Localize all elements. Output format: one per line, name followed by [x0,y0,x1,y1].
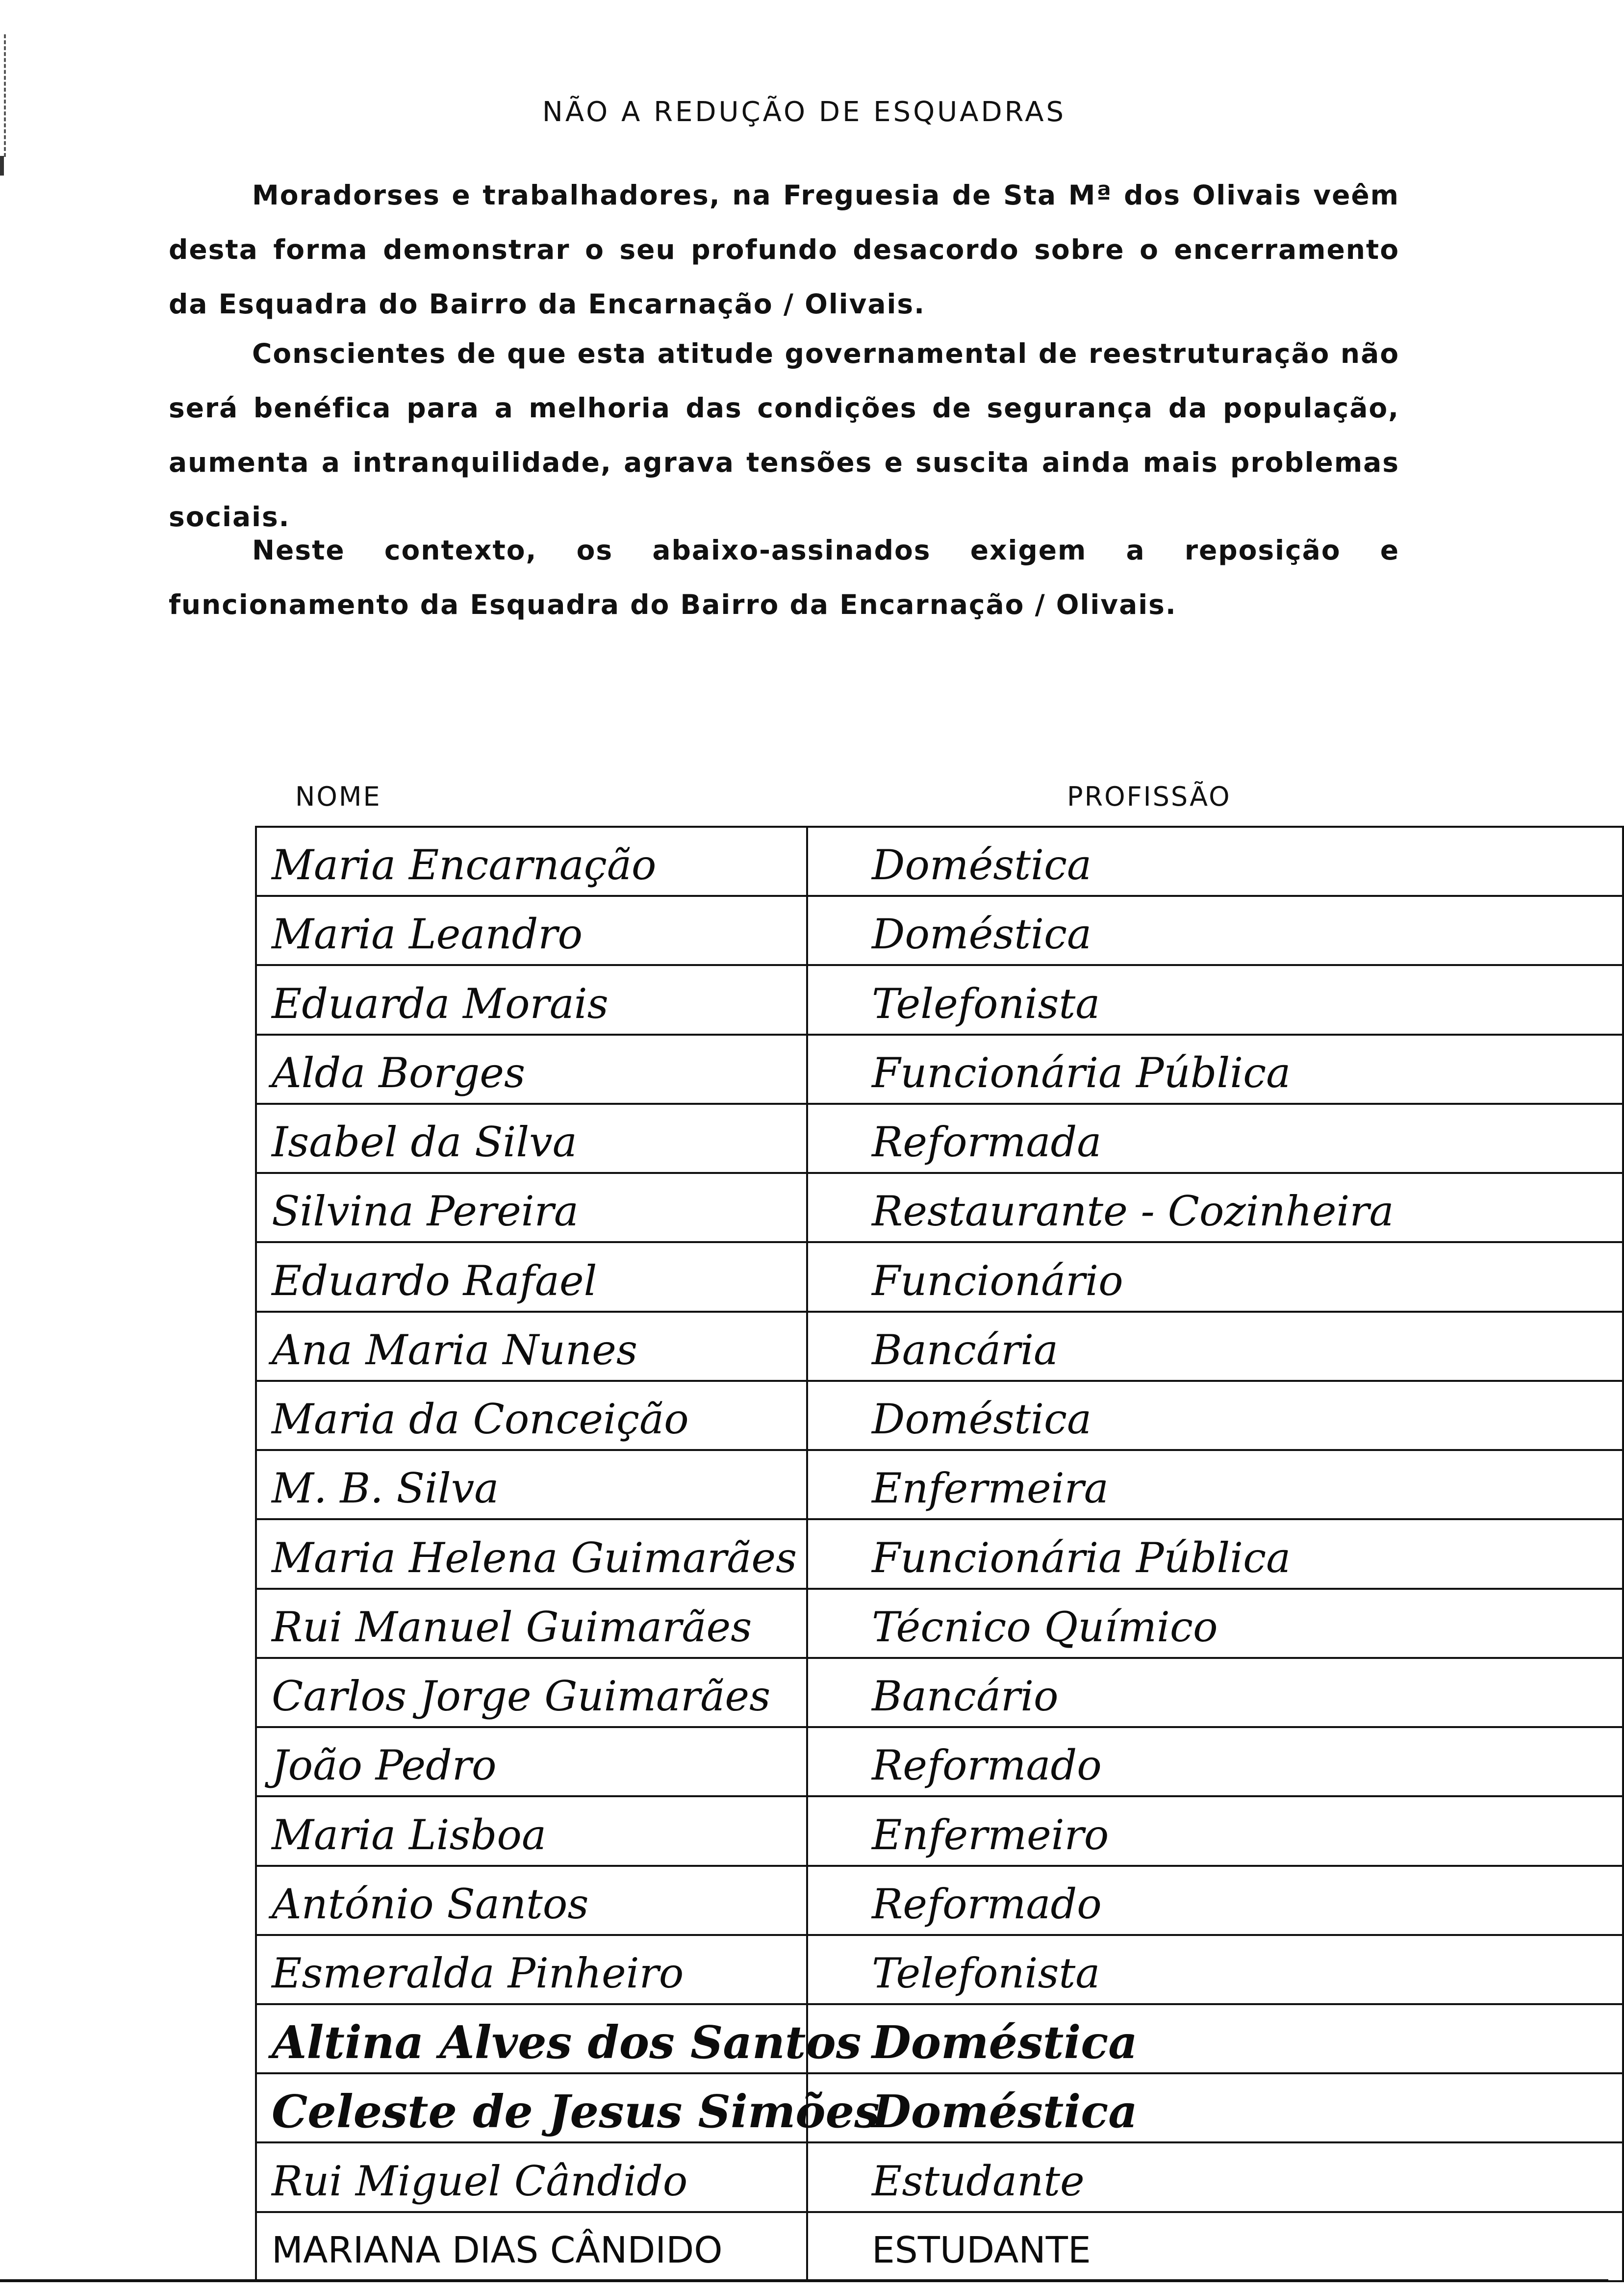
signature-name: Eduarda Morais [256,965,807,1034]
signature-row [256,1658,1623,1727]
signature-profession: Bancária [807,1312,1623,1381]
signature-row [256,827,1623,896]
paragraph-1 [169,168,1399,331]
signature-row [256,2212,1623,2281]
signature-name: Silvina Pereira [256,1173,807,1242]
signature-name: Carlos Jorge Guimarães [256,1658,807,1727]
signature-profession: Enfermeira [807,1450,1623,1519]
signature-name: Rui Miguel Cândido [256,2142,807,2212]
column-header-profession: PROFISSÃO [1067,781,1231,812]
signature-name: Maria da Conceição [256,1381,807,1450]
signature-profession: Funcionária Pública [807,1519,1623,1588]
signature-profession: Funcionária Pública [807,1035,1623,1104]
signature-profession: Telefonista [807,1935,1623,2004]
signature-row [256,1173,1623,1242]
signature-table [255,826,1624,2282]
signature-row [256,2004,1623,2073]
signature-profession: Bancário [807,1658,1623,1727]
signature-name: António Santos [256,1866,807,1935]
paragraph-2 [169,327,1399,544]
signature-profession: Reformado [807,1727,1623,1796]
paragraph-1-text: Moradorses e trabalhadores, na Freguesia de Sta Mª dos Olivais veêm desta forma demonstrar o seu profundo desacordo sobre o encerramento da Esquadra do Bairro da Encarnação / Olivais. [169,179,1399,320]
signature-name: Maria Leandro [256,896,807,965]
signature-name: João Pedro [256,1727,807,1796]
signature-row [256,1381,1623,1450]
signature-profession: Enfermeiro [807,1796,1623,1865]
signature-row [256,1866,1623,1935]
signature-profession: Reformado [807,1866,1623,1935]
paragraph-2-text: Conscientes de que esta atitude governamental de reestruturação não será benéfica para a melhoria das condições de segurança da população, aumenta a intranquilidade, agrava tensões e suscita ainda mais problemas sociais. [169,338,1399,533]
signature-profession: Doméstica [807,1381,1623,1450]
signature-name: Alda Borges [256,1035,807,1104]
signature-name: Maria Encarnação [256,827,807,896]
signature-profession: Doméstica [807,896,1623,965]
signature-profession: Reformada [807,1104,1623,1173]
signature-name: Maria Lisboa [256,1796,807,1865]
signature-profession: Doméstica [807,2073,1623,2142]
signature-name: Eduardo Rafael [256,1242,807,1311]
signature-row [256,896,1623,965]
signature-name: Maria Helena Guimarães [256,1519,807,1588]
signature-profession: Telefonista [807,965,1623,1034]
signature-profession: Técnico Químico [807,1589,1623,1658]
signature-profession: Estudante [807,2142,1623,2212]
page-edge-mark [0,156,4,176]
signature-name: Altina Alves dos Santos [256,2004,807,2073]
signature-profession: ESTUDANTE [807,2212,1623,2281]
signature-row [256,1519,1623,1588]
signature-name: Ana Maria Nunes [256,1312,807,1381]
paragraph-3-text: Neste contexto, os abaixo-assinados exigem a reposição e funcionamento da Esquadra do Bairro da Encarnação / Olivais. [169,535,1399,620]
signature-row [256,1935,1623,2004]
page-edge-perforation [4,34,8,157]
signature-row [256,1450,1623,1519]
signature-name: Isabel da Silva [256,1104,807,1173]
column-header-name: NOME [295,781,381,812]
signature-name: M. B. Silva [256,1450,807,1519]
signature-name: MARIANA DIAS CÂNDIDO [256,2212,807,2281]
paragraph-3 [169,523,1399,632]
signature-row [256,965,1623,1034]
signature-row [256,1796,1623,1865]
signature-row [256,1035,1623,1104]
signature-row [256,1727,1623,1796]
signature-row [256,1312,1623,1381]
bottom-rule [0,2279,1608,2282]
signature-row [256,1104,1623,1173]
document-title: NÃO A REDUÇÃO DE ESQUADRAS [542,96,1066,128]
signature-row [256,2073,1623,2142]
signature-profession: Doméstica [807,827,1623,896]
signature-row [256,2142,1623,2212]
signature-name: Celeste de Jesus Simões [256,2073,807,2142]
signature-profession: Restaurante - Cozinheira [807,1173,1623,1242]
signature-name: Esmeralda Pinheiro [256,1935,807,2004]
signature-profession: Funcionário [807,1242,1623,1311]
signature-name: Rui Manuel Guimarães [256,1589,807,1658]
signature-row [256,1589,1623,1658]
signature-profession: Doméstica [807,2004,1623,2073]
signature-row [256,1242,1623,1311]
